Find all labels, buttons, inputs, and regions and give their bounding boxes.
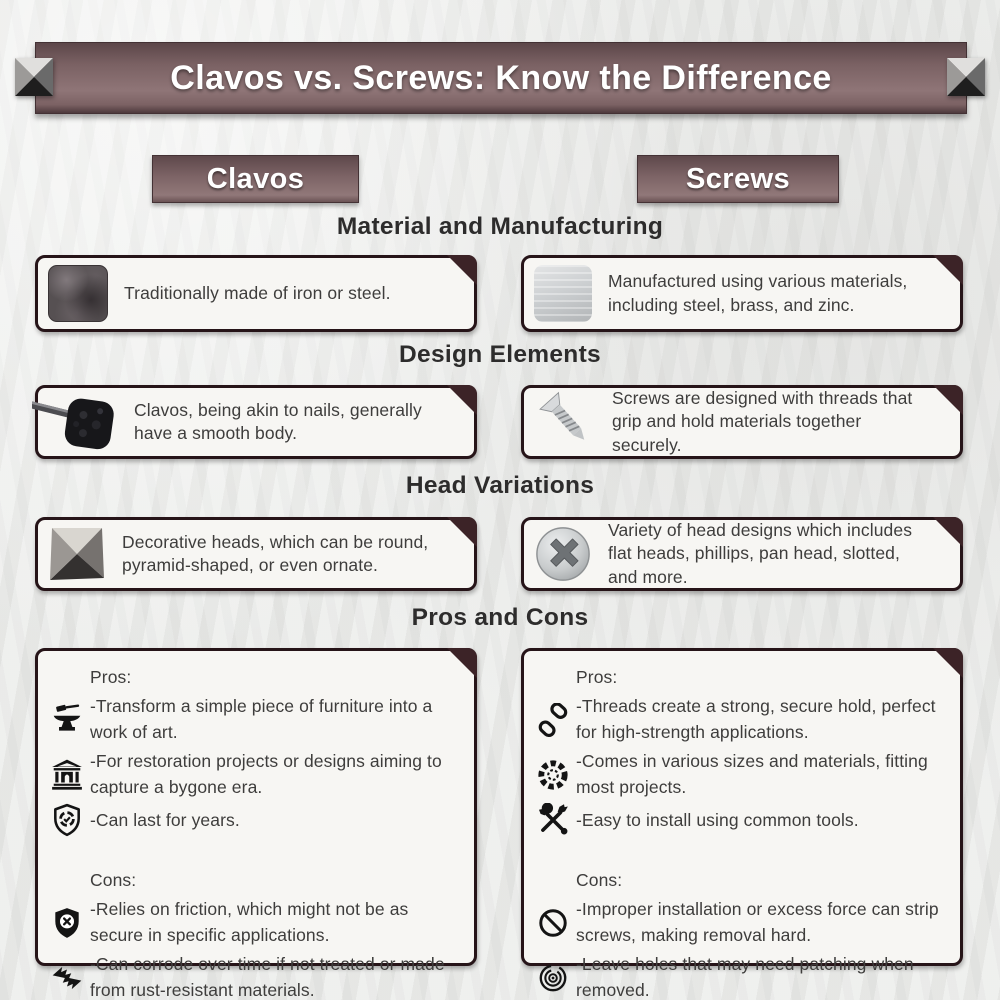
list-item <box>44 749 460 801</box>
steel-plate-image <box>534 265 592 322</box>
clavos-pros-cons-card <box>35 648 477 1000</box>
clavos-label: Clavos <box>206 162 305 195</box>
list-item <box>44 952 460 1000</box>
heads-clavos-text: Decorative heads, which can be round, pyramid-shaped, or even ornate. <box>122 531 429 575</box>
cons-label-row <box>530 868 946 894</box>
clavo-nail-image <box>32 390 118 454</box>
section-heading-heads: Head Variations <box>405 472 595 499</box>
material-screws-text: Manufactured using various materials, including steel, brass, and zinc. <box>608 271 908 315</box>
hole-icon <box>530 961 576 995</box>
clavos-column-header <box>152 155 359 203</box>
screws-pros-label: Pros: <box>576 667 618 687</box>
phillips-head-image <box>534 525 592 583</box>
screws-con-1: -Improper installation or excess force can strip screws, making removal hard. <box>576 899 939 946</box>
clavo-nail-icon <box>15 58 53 96</box>
screws-column-header <box>637 155 839 203</box>
list-item <box>44 897 460 949</box>
iron-texture-image <box>48 265 108 322</box>
clavos-pro-3: -Can last for years. <box>90 809 240 830</box>
clavos-con-2: -Can corrode over time if not treated or made from rust-resistant materials. <box>90 954 445 1000</box>
screws-pro-1: -Threads create a strong, secure hold, perfect for high-strength applications. <box>576 695 936 742</box>
design-screws-card <box>521 385 963 459</box>
clavos-pros-label: Pros: <box>90 667 132 687</box>
clavos-cons-label: Cons: <box>90 870 137 891</box>
prohibition-icon <box>530 906 576 940</box>
museum-icon <box>44 758 90 792</box>
screws-label: Screws <box>686 162 790 195</box>
clavos-pro-2: -For restoration projects or designs aiming to capture a bygone era. <box>90 750 442 797</box>
anvil-icon <box>44 703 90 737</box>
pros-label-row <box>44 665 460 691</box>
gear-icon <box>530 758 576 792</box>
clavo-nail-icon <box>947 58 985 96</box>
list-item <box>530 897 946 949</box>
clavos-pro-1: -Transform a simple piece of furniture into a work of art. <box>90 695 433 742</box>
page-title: Clavos vs. Screws: Know the Difference <box>170 58 832 97</box>
heads-screws-card <box>521 517 963 591</box>
section-heading-material: Material and Manufacturing <box>336 213 664 240</box>
list-item <box>530 694 946 746</box>
design-clavos-text: Clavos, being akin to nails, generally have a smooth body. <box>134 399 422 443</box>
list-item <box>44 694 460 746</box>
pros-label-row <box>530 665 946 691</box>
section-heading-design: Design Elements <box>399 341 601 368</box>
heads-screws-text: Variety of head designs which includes flat heads, phillips, pan head, slotted, and more. <box>608 520 913 587</box>
material-screws-card <box>521 255 963 332</box>
screws-pro-3: -Easy to install using common tools. <box>576 809 859 830</box>
clavos-con-1: -Relies on friction, which might not be as secure in specific applications. <box>90 899 409 946</box>
list-item <box>530 749 946 801</box>
pyramid-head-image <box>48 526 106 582</box>
chain-link-icon <box>530 703 576 737</box>
tools-icon <box>530 803 576 837</box>
design-screws-text: Screws are designed with threads that grip and hold materials together securely. <box>612 388 913 455</box>
material-clavos-text: Traditionally made of iron or steel. <box>124 282 391 303</box>
screw-image <box>534 391 596 453</box>
list-item <box>530 952 946 1000</box>
screws-pros-cons-card <box>521 648 963 1000</box>
screws-pro-2: -Comes in various sizes and materials, fitting most projects. <box>576 750 928 797</box>
screws-con-2: -Leave holes that may need patching when removed. <box>576 954 914 1000</box>
list-item <box>44 803 460 837</box>
corrosion-icon <box>44 961 90 995</box>
section-heading-pros-cons: Pros and Cons <box>411 604 589 631</box>
material-clavos-card <box>35 255 477 332</box>
title-banner <box>35 42 967 114</box>
heads-clavos-card <box>35 517 477 591</box>
shield-durability-icon <box>44 803 90 837</box>
shield-x-icon <box>44 906 90 940</box>
screws-cons-label: Cons: <box>576 870 623 891</box>
cons-label-row <box>44 868 460 894</box>
design-clavos-card <box>35 385 477 459</box>
list-item <box>530 803 946 837</box>
